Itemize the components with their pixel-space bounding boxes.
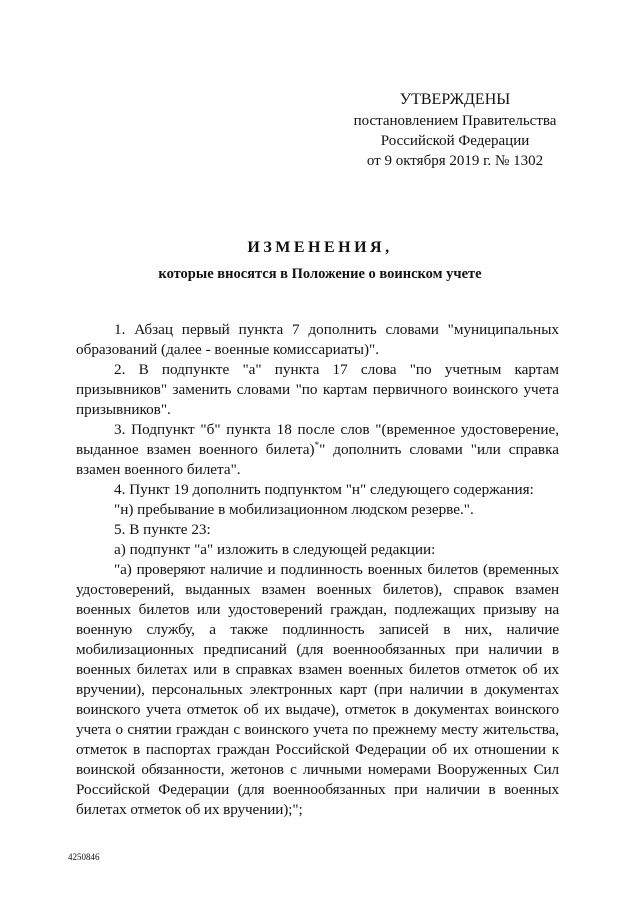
paragraph-4: 4. Пункт 19 дополнить подпунктом "н" следующего содержания:	[114, 481, 534, 498]
paragraph-1: 1. Абзац первый пункта 7 дополнить словами "муниципальных образований (далее - военные комиссариаты)".	[76, 321, 559, 358]
paragraph-3-text-a: 3. Подпункт "б" пункта 18 после слов "(временное удостоверение, выданное взамен военного билета)	[76, 421, 559, 458]
approval-block	[330, 90, 580, 171]
paragraph-2: 2. В подпункте "а" пункта 17 слова "по учетным картам призывников" заменить словами "по картам первичного воинского учета призывников".	[76, 361, 559, 418]
approval-line-2: Российской Федерации	[380, 133, 530, 149]
approval-line-3: от 9 октября 2019 г. № 1302	[366, 153, 544, 169]
paragraph-8: "а) проверяют наличие и подлинность военных билетов (временных удостоверений, выданных взамен военных билетов), справок взамен военных билетов или удостоверений граждан, подлежащих призыву на военную службу, а также подлинность записей в них, наличие мобилизационных предписаний (для военнообязанных при наличии в военных билетах или в справках взамен военных билетов отметок об их вручении), персональных электронных карт (при наличии в документах воинского учета отметок об их выдаче), отметок в документах воинского учета о снятии граждан с воинского учета по прежнему месту жительства, отметок в паспортах граждан Российской Федерации об их отношении к воинской обязанности, жетонов с личными номерами Вооруженных Сил Российской Федерации (для военнообязанных при наличии в военных билетах отметок об их вручении);";	[76, 561, 559, 818]
paragraph-3-text-b: " дополнить словами "или справка взамен военного билета".	[76, 441, 559, 478]
approval-line-1: постановлением Правительства	[353, 113, 557, 129]
paragraph-6: 5. В пункте 23:	[114, 521, 211, 538]
paragraph-3	[76, 420, 559, 480]
document-code: 4250846	[68, 852, 100, 862]
document-subtitle: которые вносятся в Положение о воинском учете	[158, 266, 482, 282]
paragraph-7: а) подпункт "а" изложить в следующей редакции:	[114, 541, 436, 558]
document-title: ИЗМЕНЕНИЯ,	[247, 239, 393, 256]
paragraph-5: "н) пребывание в мобилизационном людском резерве.".	[114, 501, 474, 518]
document-heading	[0, 238, 640, 284]
document-body	[76, 320, 559, 820]
footnote-marker: *	[314, 439, 320, 450]
approval-title: УТВЕРЖДЕНЫ	[399, 91, 511, 108]
